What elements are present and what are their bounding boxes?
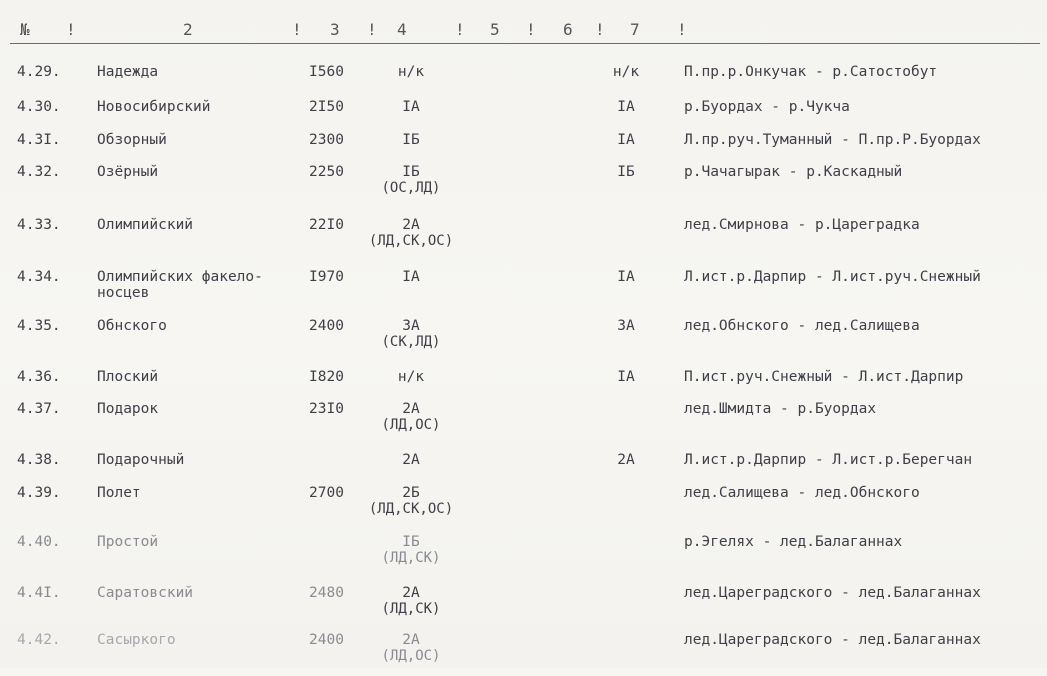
category-main: н/к <box>397 64 425 80</box>
category-main: н/к <box>397 369 425 385</box>
altitude: 22I0 <box>309 217 344 233</box>
header-separator: ! <box>455 20 465 39</box>
table-row <box>0 164 1047 208</box>
category-main: IА <box>402 269 420 285</box>
table-row <box>0 269 1047 313</box>
table-row <box>0 585 1047 629</box>
header-separator: ! <box>292 20 302 39</box>
pass-name: Обзорный <box>97 132 167 148</box>
header-separator: ! <box>367 20 377 39</box>
row-number: 4.29. <box>17 64 61 80</box>
table-row <box>0 318 1047 362</box>
pass-name: Полет <box>97 485 141 501</box>
category <box>356 99 466 115</box>
pass-name: Саратовский <box>97 585 194 601</box>
header-separator: ! <box>677 20 687 39</box>
row-number: 4.34. <box>17 269 61 285</box>
table-header <box>0 14 1047 44</box>
category-main: 2А <box>402 401 420 417</box>
route: лед.Цареградского - лед.Балаганнах <box>684 585 981 601</box>
altitude: 2250 <box>309 164 344 180</box>
category-details: (ЛД,СК,ОС) <box>368 501 454 517</box>
pass-name: Подарочный <box>97 452 185 468</box>
route: Л.ист.р.Дарпир - Л.ист.р.Берегчан <box>684 452 973 468</box>
pass-name: Надежда <box>97 64 159 80</box>
route: р.Буордах - р.Чукча <box>684 99 850 115</box>
category-col7: IА <box>617 369 635 385</box>
route: лед.Смирнова - р.Цареградка <box>684 217 920 233</box>
altitude: 2300 <box>309 132 344 148</box>
table-row <box>0 217 1047 261</box>
category-main: IА <box>402 99 420 115</box>
row-number: 4.32. <box>17 164 61 180</box>
category-main: IБ <box>402 132 420 148</box>
category <box>356 534 466 566</box>
category-main: IБ <box>402 534 420 550</box>
pass-name: Плоский <box>97 369 159 385</box>
row-number: 4.42. <box>17 632 61 648</box>
category <box>356 164 466 196</box>
row-number: 4.3I. <box>17 132 61 148</box>
category-main: 2А <box>402 452 420 468</box>
row-number: 4.4I. <box>17 585 61 601</box>
category <box>356 401 466 433</box>
category-main: 2Б <box>402 485 420 501</box>
pass-name <box>97 269 263 301</box>
header-col-5: 5 <box>490 20 500 39</box>
category-details: (ЛД,ОС) <box>381 417 441 433</box>
header-col-7: 7 <box>630 20 640 39</box>
route: Л.ист.р.Дарпир - Л.ист.руч.Снежный <box>684 269 981 285</box>
route: лед.Шмидта - р.Буордах <box>684 401 877 417</box>
route: П.ист.руч.Снежный - Л.ист.Дарпир <box>684 369 964 385</box>
category-col7: IА <box>617 269 635 285</box>
altitude: 2400 <box>309 632 344 648</box>
category-col7: н/к <box>612 64 640 80</box>
altitude: I970 <box>309 269 344 285</box>
category <box>356 132 466 148</box>
row-number: 4.35. <box>17 318 61 334</box>
header-col-number: № <box>20 20 30 39</box>
category <box>356 452 466 468</box>
pass-name: Озёрный <box>97 164 159 180</box>
pass-name: Простой <box>97 534 159 550</box>
category <box>356 485 466 517</box>
category-details: (ЛД,ОС) <box>381 648 441 664</box>
category-details: (ЛД,СК,ОС) <box>368 233 454 249</box>
category-main: 2А <box>402 585 420 601</box>
table-row <box>0 485 1047 529</box>
table-row <box>0 632 1047 676</box>
altitude: I560 <box>309 64 344 80</box>
header-separator: ! <box>66 20 76 39</box>
category <box>356 64 466 80</box>
category-col7: 2А <box>617 452 635 468</box>
row-number: 4.40. <box>17 534 61 550</box>
category <box>356 632 466 664</box>
category-main: 3А <box>402 318 420 334</box>
category-col7: IБ <box>617 164 635 180</box>
route: Л.пр.руч.Туманный - П.пр.Р.Буордах <box>684 132 981 148</box>
pass-name: Олимпийский <box>97 217 194 233</box>
pass-name: Новосибирский <box>97 99 211 115</box>
route: лед.Обнского - лед.Салищева <box>684 318 920 334</box>
table-row <box>0 534 1047 578</box>
category-main: 2А <box>402 632 420 648</box>
header-rule <box>10 43 1040 44</box>
category-details: (СК,ЛД) <box>381 334 441 350</box>
header-col-category: 4 <box>397 20 407 39</box>
pass-name: Сасыркого <box>97 632 176 648</box>
category <box>356 217 466 249</box>
table-row <box>0 401 1047 445</box>
row-number: 4.39. <box>17 485 61 501</box>
header-col-altitude: 3 <box>330 20 340 39</box>
altitude: 2480 <box>309 585 344 601</box>
header-separator: ! <box>595 20 605 39</box>
altitude: 2400 <box>309 318 344 334</box>
category-main: 2А <box>402 217 420 233</box>
category-details: (ЛД,СК) <box>381 601 441 617</box>
altitude: I820 <box>309 369 344 385</box>
altitude: 2I50 <box>309 99 344 115</box>
route: П.пр.р.Онкучак - р.Сатостобут <box>684 64 938 80</box>
row-number: 4.36. <box>17 369 61 385</box>
category-col7: 3А <box>617 318 635 334</box>
pass-name: Подарок <box>97 401 159 417</box>
header-separator: ! <box>526 20 536 39</box>
category-col7: IА <box>617 99 635 115</box>
category-col7: IА <box>617 132 635 148</box>
category-main: IБ <box>402 164 420 180</box>
altitude: 2700 <box>309 485 344 501</box>
route: р.Эгелях - лед.Балаганнах <box>684 534 903 550</box>
row-number: 4.38. <box>17 452 61 468</box>
category-details: (ЛД,СК) <box>381 550 441 566</box>
category-details: (ОС,ЛД) <box>381 180 441 196</box>
row-number: 4.30. <box>17 99 61 115</box>
header-col-6: 6 <box>563 20 573 39</box>
route: лед.Салищева - лед.Обнского <box>684 485 920 501</box>
category <box>356 269 466 285</box>
header-col-name: 2 <box>183 20 193 39</box>
pass-name-line1: Олимпийских факело- <box>97 269 263 285</box>
route: лед.Цареградского - лед.Балаганнах <box>684 632 981 648</box>
row-number: 4.33. <box>17 217 61 233</box>
category <box>356 318 466 350</box>
pass-name-line2: носцев <box>97 285 150 301</box>
category <box>356 585 466 617</box>
row-number: 4.37. <box>17 401 61 417</box>
route: р.Чачагырак - р.Каскадный <box>684 164 903 180</box>
category <box>356 369 466 385</box>
altitude: 23I0 <box>309 401 344 417</box>
pass-name: Обнского <box>97 318 167 334</box>
